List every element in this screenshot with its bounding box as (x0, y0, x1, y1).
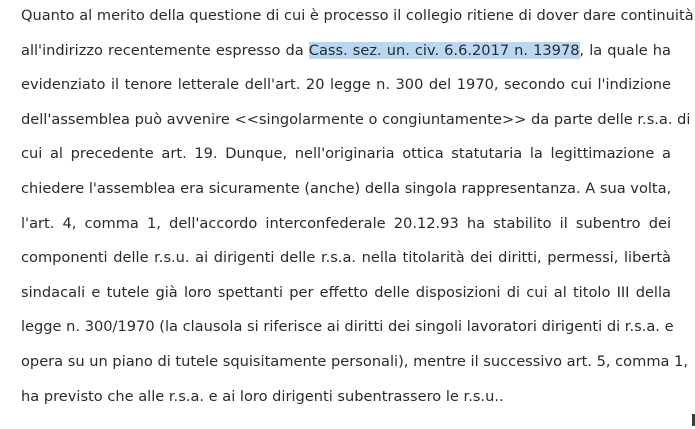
highlighted-citation[interactable]: Cass. sez. un. civ. 6.6.2017 n. 13978 (308, 42, 580, 59)
line-2-post-text: , la quale ha (579, 42, 671, 59)
paragraph-line-6: chiedere l'assemblea era sicuramente (anche) della singola rappresentanza. A sua volta, (21, 180, 672, 197)
paragraph-line-1: Quanto al merito della questione di cui è processo il collegio ritiene di dover dare continuità (21, 7, 694, 24)
line-2-pre-text: all'indirizzo recentemente espresso da (21, 42, 309, 59)
paragraph-line-7: l'art. 4, comma 1, dell'accordo interconfederale 20.12.93 ha stabilito il subentro dei (21, 215, 671, 232)
paragraph-line-8: componenti delle r.s.u. ai dirigenti delle r.s.a. nella titolarità dei diritti, permessi, libertà (21, 249, 671, 266)
paragraph-line-3: evidenziato il tenore letterale dell'art. 20 legge n. 300 del 1970, secondo cui l'indizione (21, 76, 671, 93)
paragraph-line-10: legge n. 300/1970 (la clausola si riferisce ai diritti dei singoli lavoratori dirigenti di r.s.a. e (21, 318, 674, 335)
paragraph-line-4: dell'assemblea può avvenire <<singolarmente o congiuntamente>> da parte delle r.s.a. di (21, 111, 691, 128)
paragraph-line-12: ha previsto che alle r.s.a. e ai loro dirigenti subentrassero le r.s.u.. (21, 388, 504, 405)
paragraph-line-11: opera su un piano di tutele squisitamente personali), mentre il successivo art. 5, comma 1, (21, 353, 689, 370)
paragraph-line-2 (21, 41, 671, 61)
paragraph-line-9: sindacali e tutele già loro spettanti per effetto delle disposizioni di cui al titolo III della (21, 284, 671, 301)
paragraph-line-5: cui al precedente art. 19. Dunque, nell'originaria ottica statutaria la legittimazione a (21, 145, 671, 162)
